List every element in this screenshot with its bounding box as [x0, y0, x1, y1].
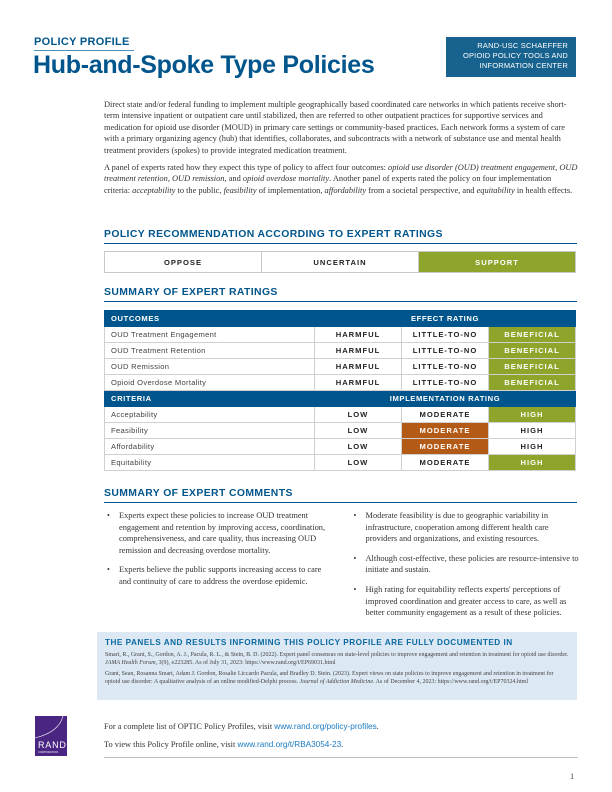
text-span: , 3(9), e223285. As of July 31, 2023: https://www.rand.org/t/EP69031.html [155, 660, 336, 667]
section-heading-recommendation: POLICY RECOMMENDATION ACCORDING TO EXPERT RATINGS [104, 229, 577, 244]
section-heading-comments: SUMMARY OF EXPERT COMMENTS [104, 488, 577, 503]
eyebrow-label: POLICY PROFILE [34, 36, 130, 48]
rating-low: LOW [315, 439, 402, 455]
text-span: . As of December 4, 2023: https://www.rand.org/t/EP70324.html [373, 679, 529, 686]
rating-beneficial-selected: BENEFICIAL [489, 343, 576, 359]
outcome-label: OUD Treatment Retention [105, 343, 315, 359]
rating-little-to-no: LITTLE-TO-NO [402, 327, 489, 343]
rating-low: LOW [315, 423, 402, 439]
references-heading: THE PANELS AND RESULTS INFORMING THIS POLICY PROFILE ARE FULLY DOCUMENTED IN [105, 638, 513, 647]
rating-little-to-no: LITTLE-TO-NO [402, 359, 489, 375]
reference-item [105, 651, 569, 668]
table-row [105, 439, 576, 455]
text-span: . [341, 740, 344, 749]
criteria-label: Affordability [105, 439, 315, 455]
rating-low: LOW [315, 455, 402, 471]
rating-beneficial-selected: BENEFICIAL [489, 327, 576, 343]
journal-title: JAMA Health Forum [105, 660, 156, 667]
intro-text [104, 99, 578, 196]
list-item: • Experts expect these policies to increase OUD treatment engagement and retention by improving access, coordination, comprehensiveness, and care quality, thus increasing OUD remission and decreasing overdose mortality. [104, 510, 333, 556]
profile-online-link[interactable]: www.rand.org/t/RBA3054-23 [237, 740, 342, 749]
rating-low: LOW [315, 407, 402, 423]
rec-oppose: OPPOSE [163, 257, 203, 267]
rating-high: HIGH [489, 423, 576, 439]
comments-right-list [351, 510, 580, 627]
text-span: , and [224, 174, 243, 184]
org-line: OPIOID POLICY TOOLS AND [462, 51, 568, 60]
rating-high-selected: HIGH [489, 407, 576, 423]
table-row [105, 343, 576, 359]
text-span: Smart, R., Grant, S., Gordon, A. J., Pacula, R. L., & Stein, B. D. (2022). Expert panel consensus on state-level policies to improve engagement and retention in treatment for opioid use disorder. [105, 652, 569, 658]
rating-moderate: MODERATE [402, 455, 489, 471]
comments-left-list [104, 510, 333, 627]
implementation-header: IMPLEMENTATION RATING [315, 391, 576, 407]
intro-paragraph-1: Direct state and/or federal funding to implement multiple geographically based coordinated care networks in which patients receive short-term intensive inpatient or outpatient care until stabilized, then are referred to other outpatient practices for supportive services and medication for opioid use disorder (MOUD) in primary care settings or community-based practices. Each network forms a system of care with a primary organizing agency (hub) that identifies, collaborates, and subcontracts with a network of substance use and mental health treatment providers (spokes) to provide integrated medication treatment. [104, 100, 567, 155]
emphasis: opioid use disorder (OUD) treatment engagement [388, 163, 556, 173]
footer-line-1 [104, 718, 379, 736]
table-row [105, 407, 576, 423]
intro-paragraph-2 [104, 162, 578, 196]
org-line: INFORMATION CENTER [479, 61, 568, 70]
criteria-label: Feasibility [105, 423, 315, 439]
rating-harmful: HARMFUL [315, 375, 402, 391]
emphasis: feasibility [223, 185, 257, 195]
policy-profiles-link[interactable]: www.rand.org/policy-profiles [274, 722, 377, 731]
effect-header: EFFECT RATING [315, 311, 576, 327]
emphasis: OUD treatment retention [104, 163, 578, 184]
text-span: from a societal perspective, and [366, 185, 477, 195]
ratings-table [104, 310, 576, 471]
rating-little-to-no: LITTLE-TO-NO [402, 343, 489, 359]
rating-harmful: HARMFUL [315, 343, 402, 359]
emphasis: opioid overdose mortality [242, 174, 330, 184]
text-span: , [167, 174, 172, 184]
criteria-header-row [105, 391, 576, 407]
criteria-label: Equitability [105, 455, 315, 471]
criteria-header: CRITERIA [105, 391, 315, 407]
list-item: • High rating for equitability reflects experts' perceptions of improved coordination and greater access to care, as well as better community engagement as a result of these policies. [351, 584, 580, 619]
list-item: • Moderate feasibility is due to geographic variability in infrastructure, cooperation among different health care providers and organizations, and existing resources. [351, 510, 580, 545]
table-row [105, 455, 576, 471]
rating-high: HIGH [489, 439, 576, 455]
list-item: • Experts believe the public supports increasing access to care and continuity of care to address the overdose epidemic. [104, 564, 333, 587]
footer-line-2 [104, 736, 379, 754]
footer-divider [104, 757, 578, 758]
rating-moderate: MODERATE [402, 407, 489, 423]
table-row [105, 359, 576, 375]
org-badge [446, 37, 576, 77]
text-span: Grant, Sean, Rosanna Smart, Adam J. Gordon, Rosalie Liccardo Pacula, and Bradley D. Stein. (2023). Expert views on state policies to improve engagement and retention in treatment for opioid use disorder: A qualitative analysis of an online modified-Delphi process. [105, 670, 554, 686]
page-title: Hub-and-Spoke Type Policies [33, 51, 375, 79]
section-heading-ratings: SUMMARY OF EXPERT RATINGS [104, 287, 577, 302]
table-row [105, 327, 576, 343]
emphasis: affordability [324, 185, 367, 195]
emphasis: OUD remission [172, 174, 225, 184]
journal-title: Journal of Addiction Medicine [299, 679, 374, 686]
logo-arc-icon [35, 716, 67, 756]
outcome-label: OUD Treatment Engagement [105, 327, 315, 343]
org-line: RAND-USC SCHAEFFER [477, 41, 568, 50]
rating-moderate-selected: MODERATE [402, 423, 489, 439]
rating-high-selected: HIGH [489, 455, 576, 471]
outcomes-header: OUTCOMES [105, 311, 315, 327]
outcome-label: Opioid Overdose Mortality [105, 375, 315, 391]
text-span: For a complete list of OPTIC Policy Profiles, visit [104, 722, 275, 731]
rating-little-to-no: LITTLE-TO-NO [402, 375, 489, 391]
rec-support-selected: SUPPORT [418, 252, 575, 272]
rating-beneficial-selected: BENEFICIAL [489, 375, 576, 391]
comments-columns [104, 510, 579, 627]
rating-harmful: HARMFUL [315, 359, 402, 375]
recommendation-scale [104, 251, 576, 273]
text-span: in health effects. [514, 185, 573, 195]
text-span: To view this Policy Profile online, visit [104, 740, 238, 749]
criteria-label: Acceptability [105, 407, 315, 423]
rec-uncertain: UNCERTAIN [261, 252, 418, 272]
reference-item [105, 670, 569, 687]
outcome-label: OUD Remission [105, 359, 315, 375]
table-row [105, 375, 576, 391]
text-span: . [376, 722, 379, 731]
text-span: . Another panel of experts rated the policy on four implementation criteria: [104, 174, 552, 195]
rating-beneficial-selected: BENEFICIAL [489, 359, 576, 375]
references-box [97, 632, 577, 700]
page-number: 1 [570, 772, 575, 781]
rand-logo [35, 716, 67, 756]
table-row [105, 423, 576, 439]
logo-subtext: CORPORATION [38, 751, 59, 754]
text-span: of implementation, [256, 185, 325, 195]
rating-harmful: HARMFUL [315, 327, 402, 343]
outcomes-header-row [105, 311, 576, 327]
emphasis: equitability [476, 185, 515, 195]
list-item: • Although cost-effective, these policies are resource-intensive to initiate and sustain. [351, 553, 580, 576]
rating-moderate-selected: MODERATE [402, 439, 489, 455]
text-span: A panel of experts rated how they expect this type of policy to affect four outcomes: [104, 163, 389, 173]
text-span: to the public, [175, 185, 224, 195]
text-span: , [555, 163, 560, 173]
emphasis: acceptability [132, 185, 176, 195]
footer-links [104, 718, 379, 754]
logo-wordmark: RAND [38, 740, 67, 750]
